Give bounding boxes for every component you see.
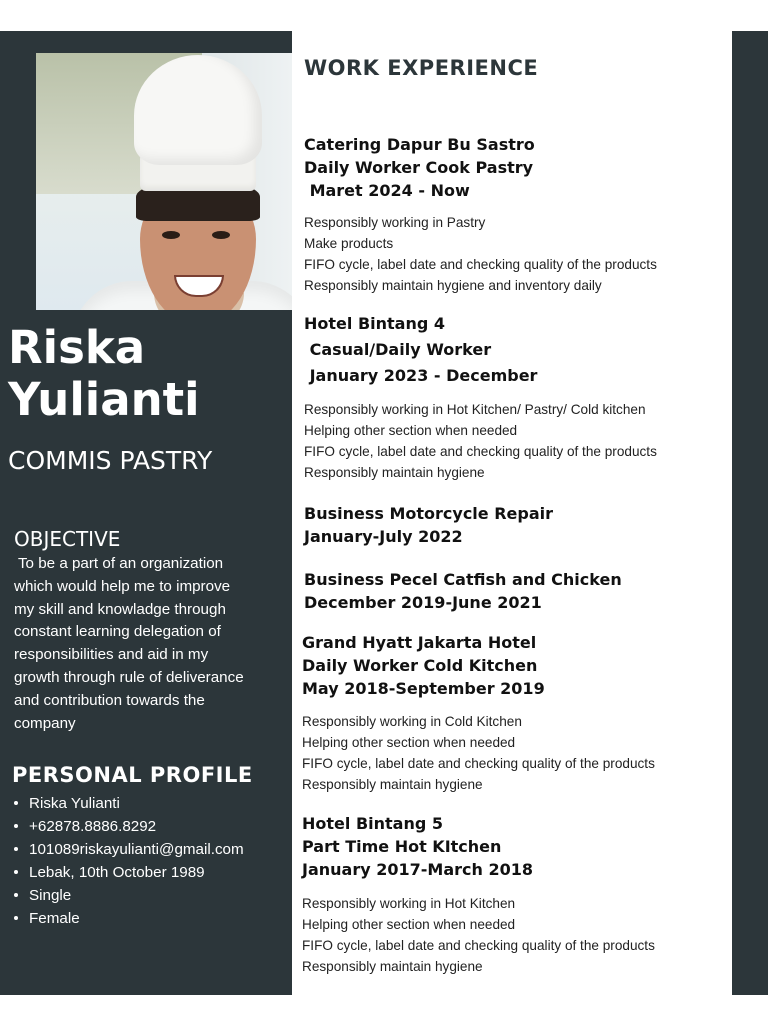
job-duty: Responsibly maintain hygiene <box>302 959 483 974</box>
objective-line: my skill and knowladge through <box>14 600 226 618</box>
personal-item-gender: Female <box>14 907 244 930</box>
job-duty: Responsibly working in Hot Kitchen/ Pastry/ Cold kitchen <box>304 402 646 417</box>
job-duty: FIFO cycle, label date and checking quality of the products <box>302 756 655 771</box>
bullet-icon <box>14 893 18 897</box>
bullet-icon <box>14 916 18 920</box>
objective-line: responsibilities and aid in my <box>14 646 209 664</box>
job-duty: Helping other section when needed <box>304 423 518 438</box>
job-duty: Responsibly maintain hygiene <box>302 777 483 792</box>
job-position: Daily Worker Cold Kitchen <box>302 656 538 675</box>
job-company: Grand Hyatt Jakarta Hotel <box>302 633 537 652</box>
objective-line: To be a part of an organization <box>14 555 224 572</box>
job-duty: Responsibly working in Hot Kitchen <box>302 896 516 911</box>
personal-item-birth: Lebak, 10th October 1989 <box>14 861 244 884</box>
job-duty: Responsibly maintain hygiene and inventory daily <box>304 278 602 293</box>
job-company: Catering Dapur Bu Sastro <box>304 135 535 154</box>
job-entry <box>304 133 729 296</box>
profile-photo <box>36 53 292 310</box>
job-period: Maret 2024 - Now <box>304 181 470 200</box>
last-name: Yulianti <box>8 373 200 426</box>
right-decor-strip <box>732 31 768 995</box>
personal-profile-list <box>14 792 244 930</box>
job-entry <box>302 812 727 977</box>
objective-text <box>14 553 290 735</box>
bullet-icon <box>14 801 18 805</box>
job-period: December 2019-June 2021 <box>304 593 542 612</box>
personal-item-marital: Single <box>14 884 244 907</box>
job-duty: Make products <box>304 236 394 251</box>
job-company: Business Pecel Catfish and Chicken <box>304 570 622 589</box>
job-duty: Responsibly working in Pastry <box>304 215 486 230</box>
objective-line: growth through rule of deliverance <box>14 668 244 686</box>
job-entry <box>302 631 727 795</box>
job-duty: FIFO cycle, label date and checking quality of the products <box>304 257 657 272</box>
job-position: Daily Worker Cook Pastry <box>304 158 534 177</box>
objective-line: which would help me to improve <box>14 577 231 595</box>
job-duty: FIFO cycle, label date and checking quality of the products <box>304 444 657 459</box>
job-duty: Responsibly maintain hygiene <box>304 465 485 480</box>
job-company: Hotel Bintang 5 <box>302 814 443 833</box>
objective-heading: OBJECTIVE <box>14 527 121 551</box>
job-period: January 2017-March 2018 <box>302 860 533 879</box>
job-entry <box>304 311 729 483</box>
bullet-icon <box>14 824 18 828</box>
personal-item-name: Riska Yulianti <box>14 792 244 815</box>
job-period: January-July 2022 <box>304 527 463 546</box>
objective-line: company <box>14 714 76 732</box>
work-experience-heading: WORK EXPERIENCE <box>304 56 539 80</box>
first-name: Riska <box>8 321 146 374</box>
personal-item-phone: +62878.8886.8292 <box>14 815 244 838</box>
job-duty: Helping other section when needed <box>302 735 516 750</box>
job-period: May 2018-September 2019 <box>302 679 545 698</box>
job-title: COMMIS PASTRY <box>8 446 213 475</box>
job-company: Hotel Bintang 4 <box>304 314 445 333</box>
job-duty: Responsibly working in Cold Kitchen <box>302 714 522 729</box>
job-duty: FIFO cycle, label date and checking quality of the products <box>302 938 655 953</box>
job-entry <box>304 502 729 548</box>
personal-item-email: 101089riskayulianti@gmail.com <box>14 838 244 861</box>
job-position: Casual/Daily Worker <box>304 340 492 359</box>
job-company: Business Motorcycle Repair <box>304 504 553 523</box>
job-period: January 2023 - December <box>304 366 538 385</box>
objective-line: and contribution towards the <box>14 691 205 709</box>
bullet-icon <box>14 847 18 851</box>
job-duty: Helping other section when needed <box>302 917 516 932</box>
candidate-name <box>8 322 200 426</box>
job-entry <box>304 568 729 614</box>
bullet-icon <box>14 870 18 874</box>
job-position: Part Time Hot KItchen <box>302 837 502 856</box>
objective-line: constant learning delegation of <box>14 623 221 641</box>
personal-profile-heading: PERSONAL PROFILE <box>12 763 253 787</box>
